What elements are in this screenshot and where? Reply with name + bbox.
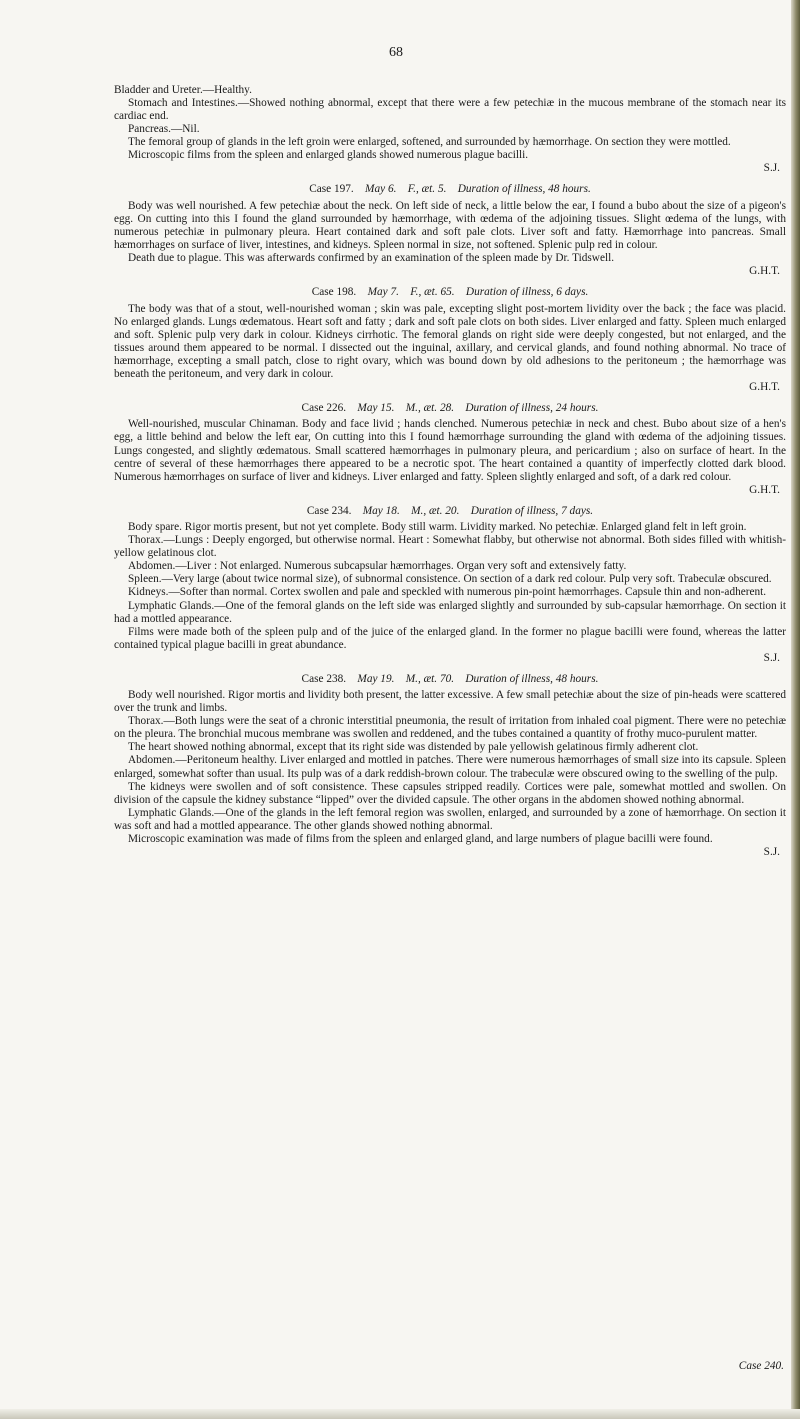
case-sex-age: F., æt. 5. <box>407 183 447 196</box>
page-number: 68 <box>389 45 403 60</box>
case-duration: Duration of illness, 6 days. <box>465 286 589 299</box>
paragraph: Thorax.—Lungs : Deeply engorged, but otherwise normal. Heart : Somewhat flabby, but otherwise not abnormal. Both sides filled with whitish-yellow gelatinous clot. <box>114 534 786 560</box>
paragraph: Bladder and Ureter.—Healthy. <box>114 84 252 96</box>
paragraph: The body was that of a stout, well-nourished woman ; skin was pale, excepting slight post-mortem lividity over the back ; the face was placid. No enlarged glands. Lungs œdematous. Heart soft and fatty ; dark and soft pale clots on both sides. Liver enlarged and fatty. Spleen much enlarged and soft. Splenic pulp very dark in colour. Kidneys cirrhotic. The femoral glands on right side were deeply congested, but not enlarged, and the tissues around them appeared to be normal. I dissected out the inguinal, axillary, and cervical glands, and found nothing abnormal. No trace of hæmorrhage, excepting a small patch, close to right ovary, which was bound down by old adhesions to the peritoneum ; the hæmorrhage was beneath the peritoneum, and very dark in colour. <box>114 302 786 380</box>
case-number: Case 198. <box>311 286 357 299</box>
paragraph: Microscopic films from the spleen and enlarged glands showed numerous plague bacilli. <box>128 149 529 162</box>
case-heading <box>114 673 786 687</box>
case-sex-age: M., æt. 70. <box>405 672 455 685</box>
signature-initials: G.H.T. <box>749 380 780 393</box>
catchword: Case 240. <box>738 1360 784 1372</box>
paragraph: Abdomen.—Liver : Not enlarged. Numerous subcapsular hæmorrhages. Organ very soft and extensively fatty. <box>128 560 627 573</box>
case-heading <box>114 505 786 519</box>
case-sex-age: M., æt. 20. <box>411 504 460 517</box>
signature-initials: S.J. <box>763 845 780 858</box>
case-heading <box>114 402 786 416</box>
paragraph: Thorax.—Both lungs were the seat of a chronic interstitial pneumonia, the result of irritation from inhaled coal pigment. There were no petechiæ on the pleura. The bronchial mucous membrane was swollen and reddened, and the tubes contained a quantity of frothy muco-purulent matter. <box>114 715 786 741</box>
case-date: May 15. <box>357 401 395 414</box>
case-heading <box>114 286 786 300</box>
paragraph: Kidneys.—Softer than normal. Cortex swollen and pale and speckled with numerous pin-point hæmorrhages. Capsule thin and non-adherent. <box>128 586 767 599</box>
paragraph: Lymphatic Glands.—One of the glands in the left femoral region was swollen, enlarged, and surrounded by a zone of hæmorrhage. On section it was soft and had a mottled appearance. The other glands showed nothing abnormal. <box>114 806 786 832</box>
paragraph: The kidneys were swollen and of soft consistence. These capsules stripped readily. Cortices were pale, somewhat mottled and swollen. On division of the capsule the kidney substance “lipped” over the divided capsule. The other organs in the abdomen showed nothing abnormal. <box>114 780 786 806</box>
paragraph: Body well nourished. Rigor mortis and lividity both present, the latter excessive. A few small petechiæ about the size of pin-heads were scattered over the trunk and limbs. <box>114 689 786 715</box>
case-number: Case 197. <box>309 183 354 196</box>
signature-initials: S.J. <box>763 651 780 664</box>
paragraph: Well-nourished, muscular Chinaman. Body and face livid ; hands clenched. Numerous petechiæ in neck and chest. Bubo about size of a hen's egg, a little behind and below the left ear, On cutting into this I found hæmorrhage surrounding the gland with œdema of the adjoining tissues. Lungs congested, and slightly œdematous. Small scattered hæmorrhages in pulmonary pleura, and pericardium ; also on surface of heart. In the centre of several of these hæmorrhages there appeared to be a necrotic spot. The heart contained a quantity of imperfectly clotted dark blood. Numerous hæmorrhages on surface of liver and kidneys. Liver enlarged and fatty. Spleen slightly enlarged and soft, of a dark red colour. <box>114 418 786 483</box>
paragraph: Body spare. Rigor mortis present, but not yet complete. Body still warm. Lividity marked. No petechiæ. Enlarged gland felt in left groin. <box>128 521 747 534</box>
catchword-wrap <box>114 1352 786 1372</box>
document-body <box>114 0 786 859</box>
case-date: May 18. <box>362 504 400 517</box>
case-sex-age: F., æt. 65. <box>410 286 455 299</box>
paragraph: Lymphatic Glands.—One of the femoral glands on the left side was enlarged slightly and surrounded by sub-capsular hæmorrhage. On section it had a mottled appearance. <box>114 599 786 625</box>
case-number: Case 226. <box>301 401 347 414</box>
case-duration: Duration of illness, 24 hours. <box>465 401 599 414</box>
paragraph: Stomach and Intestines.—Showed nothing abnormal, except that there were a few petechiæ in the mucous membrane of the stomach near its cardiac end. <box>114 97 786 123</box>
paragraph: Abdomen.—Peritoneum healthy. Liver enlarged and mottled in patches. There were numerous hæmorrhages of small size into its capsule. Spleen enlarged, somewhat softer than usual. Its pulp was of a dark reddish-brown colour. The trabeculæ were obscured owing to the swelling of the pulp. <box>114 754 786 780</box>
case-number: Case 234. <box>306 504 352 517</box>
signature-initials: G.H.T. <box>749 265 780 278</box>
case-date: May 6. <box>365 183 397 196</box>
paragraph: Body was well nourished. A few petechiæ about the neck. On left side of neck, a little below the ear, I found a bubo about the size of a pigeon's egg. On cutting into this I found the gland surrounded by hæmorrhage, with œdema of the adjoining tissues. Slight œdema of the lungs, with numerous petechiæ in pulmonary pleura. Heart contained dark and soft pale clots. Liver soft and fatty. Hæmorrhage into pancreas. Small hæmorrhages on surface of liver, intestines, and kidneys. Spleen normal in size, not softened. Splenic pulp red in colour. <box>114 199 786 251</box>
signature-initials: S.J. <box>763 162 780 175</box>
case-duration: Duration of illness, 48 hours. <box>465 672 599 685</box>
case-date: May 19. <box>357 672 395 685</box>
case-duration: Duration of illness, 48 hours. <box>457 183 591 196</box>
paragraph: Microscopic examination was made of films from the spleen and enlarged gland, and large numbers of plague bacilli were found. <box>128 832 713 845</box>
paragraph: Spleen.—Very large (about twice normal size), of subnormal consistence. On section of a dark red colour. Pulp very soft. Trabeculæ obscured. <box>128 573 772 586</box>
page-bottom-edge <box>0 1409 800 1419</box>
case-number: Case 238. <box>301 672 347 685</box>
case-date: May 7. <box>367 286 399 299</box>
paragraph: The femoral group of glands in the left groin were enlarged, softened, and surrounded by hæmorrhage. On section they were mottled. <box>128 136 731 149</box>
paragraph: Films were made both of the spleen pulp and of the juice of the enlarged gland. In the former no plague bacilli were found, whereas the latter contained typical plague bacilli in great abundance. <box>114 625 786 651</box>
case-heading <box>114 183 786 197</box>
case-duration: Duration of illness, 7 days. <box>470 504 594 517</box>
signature-initials: G.H.T. <box>749 483 780 496</box>
case-sex-age: M., æt. 28. <box>405 401 455 414</box>
paragraph: Pancreas.—Nil. <box>128 123 200 136</box>
page-edge-shadow <box>791 0 800 1419</box>
paragraph: The heart showed nothing abnormal, except that its right side was distended by pale yellowish gelatinous firmly adherent clot. <box>128 741 699 754</box>
paragraph: Death due to plague. This was afterwards confirmed by an examination of the spleen made by Dr. Tidswell. <box>128 252 615 265</box>
